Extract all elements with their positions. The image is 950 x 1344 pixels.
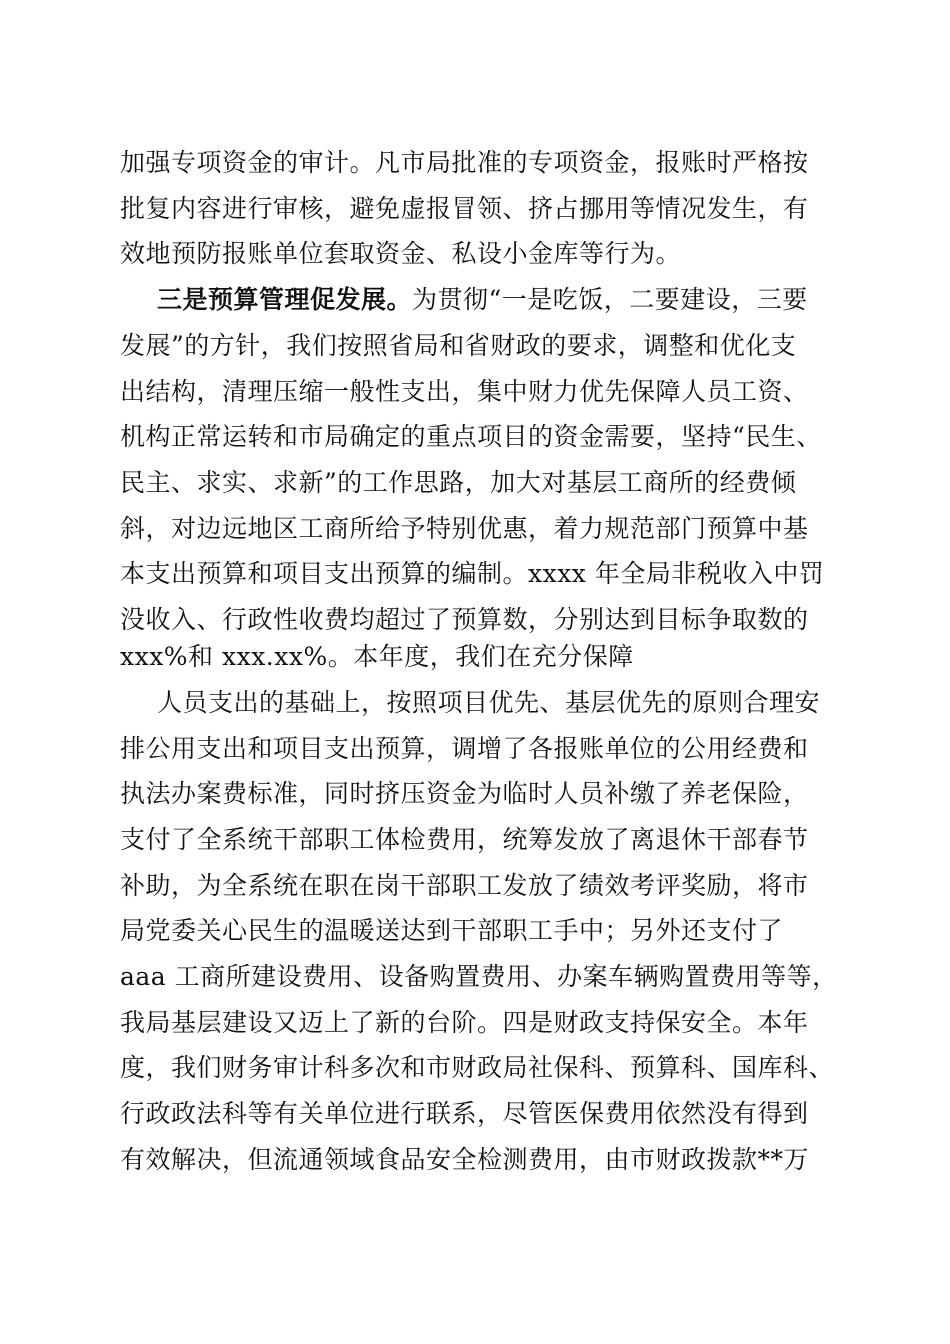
paragraph-line: 批复内容进行审核，避免虚报冒领、挤占挪用等情况发生，有 [120,194,809,223]
paragraph-first-line [157,283,850,317]
paragraph-line: 没收入、行政性收费均超过了预算数，分别达到目标争取数的 [120,605,809,634]
paragraph-line: 民主、求实、求新”的工作思路，加大对基层工商所的经费倾 [120,468,797,497]
paragraph-text: 为贯彻“一是吃饭，二要建设，三要 [412,285,808,314]
paragraph-line: 加强专项资金的审计。凡市局批准的专项资金，报账时严格按 [120,148,809,177]
paragraph-line: xxx%和 xxx.xx%。本年度，我们在充分保障 [120,642,634,671]
section-heading: 三是预算管理促发展。 [157,285,413,314]
paragraph-line: 斜，对边远地区工商所给予特别优惠，着力规范部门预算中基 [120,514,809,543]
paragraph-line: 局党委关心民生的温暖送达到干部职工手中；另外还支付了 [120,916,784,945]
paragraph-line: 我局基层建设又迈上了新的台阶。四是财政支持保安全。本年 [120,1008,809,1037]
paragraph-line: 补助，为全系统在职在岗干部职工发放了绩效考评奖励，将市 [120,871,809,900]
paragraph-line: aaa 工商所建设费用、设备购置费用、办案车辆购置费用等等， [120,962,838,991]
paragraph-first-line: 人员支出的基础上，按照项目优先、基层优先的原则合理安 [157,688,821,717]
paragraph-line: 行政政法科等有关单位进行联系，尽管医保费用依然没有得到 [120,1099,809,1128]
paragraph-line: 有效解决，但流通领域食品安全检测费用，由市财政拨款**万 [120,1145,810,1174]
paragraph-line: 支付了全系统干部职工体检费用，统筹发放了离退休干部春节 [120,825,809,854]
paragraph-line: 本支出预算和项目支出预算的编制。xxxx 年全局非税收入中罚 [120,559,825,588]
paragraph-line: 度，我们财务审计科多次和市财政局社保科、预算科、国库科、 [120,1053,835,1082]
paragraph-line: 排公用支出和项目支出预算，调增了各报账单位的公用经费和 [120,734,809,763]
paragraph-line: 机构正常运转和市局确定的重点项目的资金需要，坚持“民生、 [120,422,822,451]
paragraph-line: 执法办案费标准，同时挤压资金为临时人员补缴了养老保险， [120,779,809,808]
paragraph-line: 发展”的方针，我们按照省局和省财政的要求，调整和优化支 [120,331,797,360]
paragraph-line: 出结构，清理压缩一般性支出，集中财力优先保障人员工资、 [120,377,809,406]
paragraph-line: 效地预防报账单位套取资金、私设小金库等行为。 [120,239,682,268]
